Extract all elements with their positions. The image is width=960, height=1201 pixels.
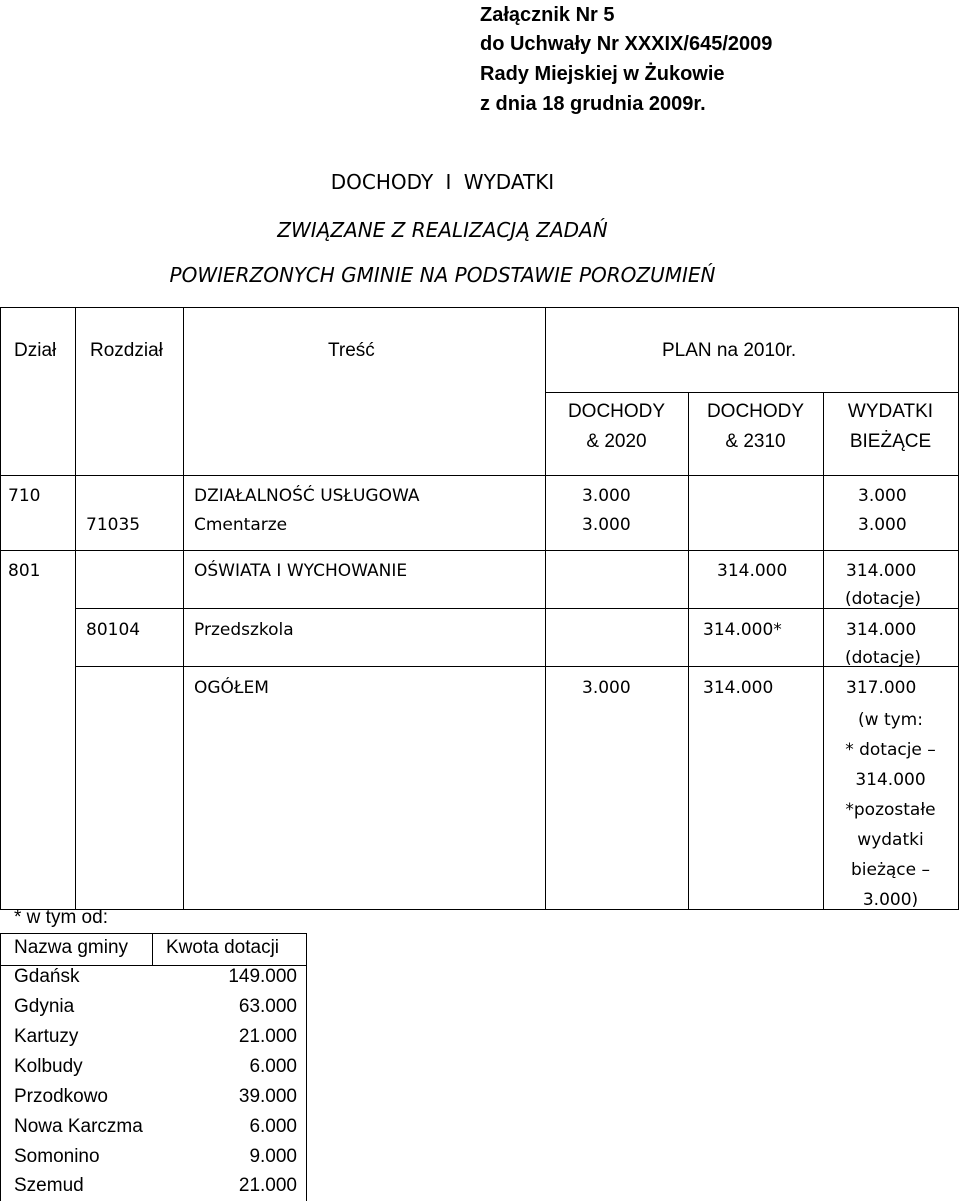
row-71035-dochody-2020: 3.000 [582,515,631,535]
row-80104-wydatki: 314.000 [846,620,917,640]
subtable-row-amount: 21.000 [238,1026,297,1047]
subtable-row-name: Gdańsk [14,966,80,987]
subtable-row-name: Somonino [14,1146,100,1167]
header-plan: PLAN na 2010r. [662,340,797,361]
subtable-row-amount: 9.000 [249,1146,297,1167]
row-801-tresc: OŚWIATA I WYCHOWANIE [194,561,408,581]
row-71035-rozdzial: 71035 [86,515,141,535]
subtable-intro: * w tym od: [14,907,108,928]
subtable-row-amount: 63.000 [238,996,297,1017]
row-801-note: (dotacje) [845,589,922,609]
subtable-row-name: Przodkowo [14,1086,108,1107]
row-710-dzial: 710 [8,486,41,506]
row-801-dochody-2310: 314.000 [717,561,788,581]
total-tresc: OGÓŁEM [194,678,269,698]
subtable-header-name: Nazwa gminy [14,937,129,958]
subtable-header-amount: Kwota dotacji [166,937,280,958]
title-line-2: ZWIĄZANE Z REALIZACJĄ ZADAŃ [277,218,608,242]
subtable-row-name: Kartuzy [14,1026,79,1047]
subtable-row-name: Nowa Karczma [14,1116,143,1137]
subtable-row-amount: 6.000 [249,1116,297,1137]
subtable-row-amount: 21.000 [238,1175,297,1196]
header-dzial: Dział [14,340,57,361]
total-dochody-2020: 3.000 [582,678,631,698]
attachment-line-4: z dnia 18 grudnia 2009r. [480,93,706,115]
subtable-row-amount: 6.000 [249,1056,297,1077]
total-dochody-2310: 314.000 [703,678,774,698]
total-notes: (w tym: * dotacje – 314.000 *pozostałe wydatki bieżące – 3.000) [845,710,936,910]
row-71035-wydatki: 3.000 [858,515,907,535]
title-line-3: POWIERZONYCH GMINIE NA PODSTAWIE POROZUMIEŃ [169,263,716,287]
row-71035-tresc: Cmentarze [194,515,288,535]
subtable-row-name: Szemud [14,1175,84,1196]
subtable-row-amount: 39.000 [238,1086,297,1107]
row-80104-dochody-2310: 314.000* [703,620,782,640]
row-80104-rozdzial: 80104 [86,620,141,640]
row-710-tresc: DZIAŁALNOŚĆ USŁUGOWA [194,486,420,506]
title-line-1: DOCHODY I WYDATKI [330,170,555,194]
row-801-dzial: 801 [8,561,41,581]
total-wydatki: 317.000 [846,678,917,698]
header-tresc: Treść [328,340,375,361]
row-710-dochody-2020: 3.000 [582,486,631,506]
header-dochody-2310: DOCHODY & 2310 [706,401,805,452]
subtable-row-name: Gdynia [14,996,75,1017]
subtable-row-amount: 149.000 [228,966,297,987]
attachment-line-2: do Uchwały Nr XXXIX/645/2009 [480,33,773,55]
header-rozdzial: Rozdział [90,340,163,361]
header-wydatki-biezace: WYDATKI BIEŻĄCE [847,401,934,452]
subtable-row-name: Kolbudy [14,1056,83,1077]
header-dochody-2020: DOCHODY & 2020 [567,401,666,452]
row-710-wydatki: 3.000 [858,486,907,506]
row-80104-tresc: Przedszkola [194,620,294,640]
row-801-wydatki: 314.000 [846,561,917,581]
attachment-line-3: Rady Miejskiej w Żukowie [480,63,725,85]
attachment-line-1: Załącznik Nr 5 [480,4,615,26]
row-80104-note: (dotacje) [845,648,922,668]
